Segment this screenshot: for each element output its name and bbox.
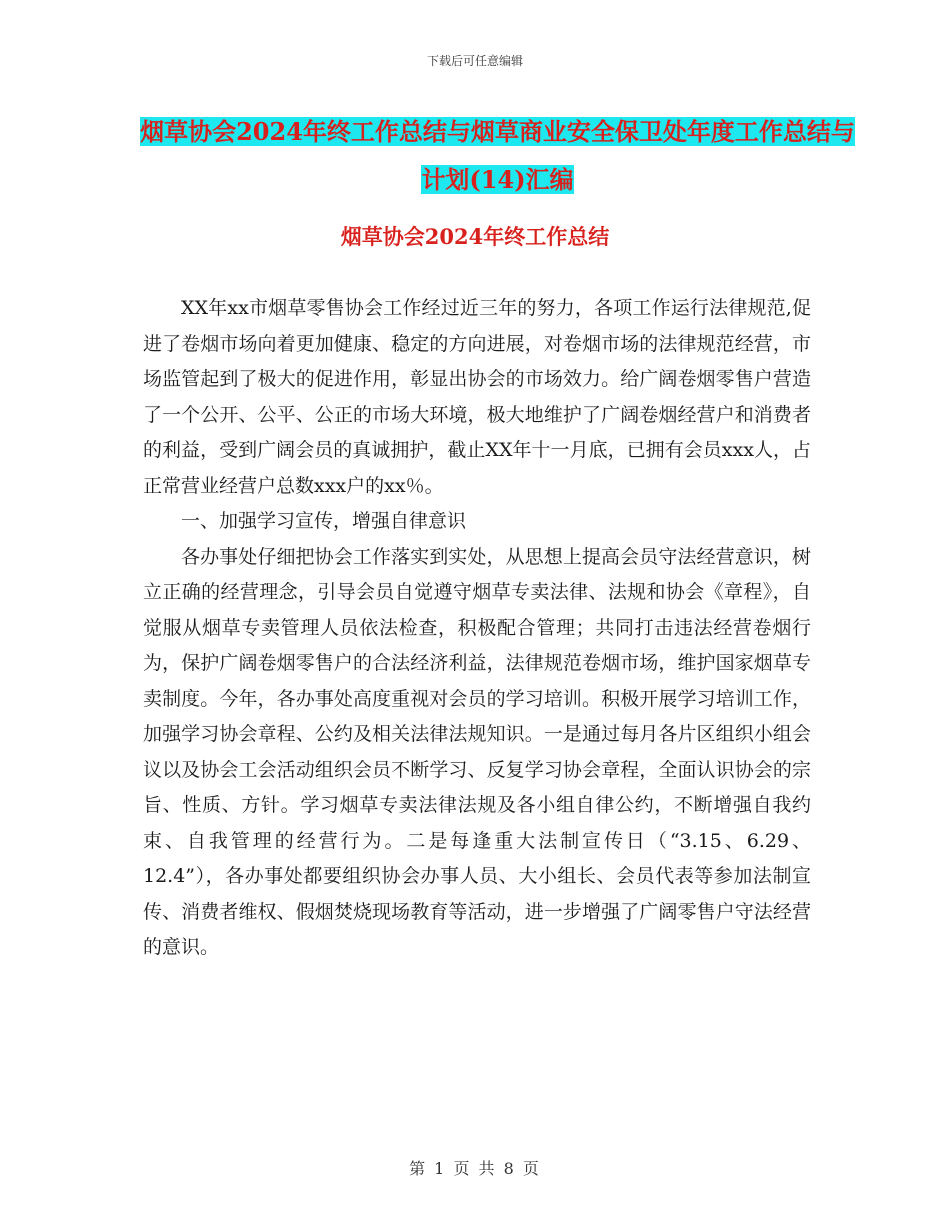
paragraph: XX年xx市烟草零售协会工作经过近三年的努力，各项工作运行法律规范,促进了卷烟市场向着更加健康、稳定的方向进展，对卷烟市场的法律规范经营，市场监管起到了极大的促进作用，彰显出协会的市场效力。给广阔卷烟零售户营造了一个公开、公平、公正的市场大环境，极大地维护了广阔卷烟经营户和消费者的利益，受到广阔会员的真诚拥护，截止XX年十一月底，已拥有会员xxx人，占正常营业经营户总数xxx户的xx％。: [143, 297, 811, 497]
document-body: [143, 291, 811, 966]
page-footer-number: 第 1 页 共 8 页: [409, 1159, 541, 1178]
document-title: [140, 108, 855, 204]
section-heading: 一、加强学习宣传，增强自律意识: [181, 510, 467, 532]
section-title: 烟草协会2024年终工作总结: [340, 224, 610, 249]
page-header-note: 下载后可任意编辑: [426, 54, 523, 68]
paragraph: 各办事处仔细把协会工作落实到实处，从思想上提高会员守法经营意识，树立正确的经营理念，引导会员自觉遵守烟草专卖法律、法规和协会《章程》，自觉服从烟草专卖管理人员依法检查，积极配合管理；共同打击违法经营卷烟行为，保护广阔卷烟零售户的合法经济利益，法律规范卷烟市场，维护国家烟草专卖制度。今年，各办事处高度重视对会员的学习培训。积极开展学习培训工作，加强学习协会章程、公约及相关法律法规知识。一是通过每月各片区组织小组会议以及协会工会活动组织会员不断学习、反复学习协会章程，全面认识协会的宗旨、性质、方针。学习烟草专卖法律法规及各小组自律公约，不断增强自我约束、自我管理的经营行为。二是每逢重大法制宣传日（“3.15、6.29、12.4”），各办事处都要组织协会办事人员、大小组长、会员代表等参加法制宣传、消费者维权、假烟焚烧现场教育等活动，进一步增强了广阔零售户守法经营的意识。: [143, 545, 811, 958]
document-title-text: 烟草协会2024年终工作总结与烟草商业安全保卫处年度工作总结与计划(14)汇编: [140, 117, 855, 194]
